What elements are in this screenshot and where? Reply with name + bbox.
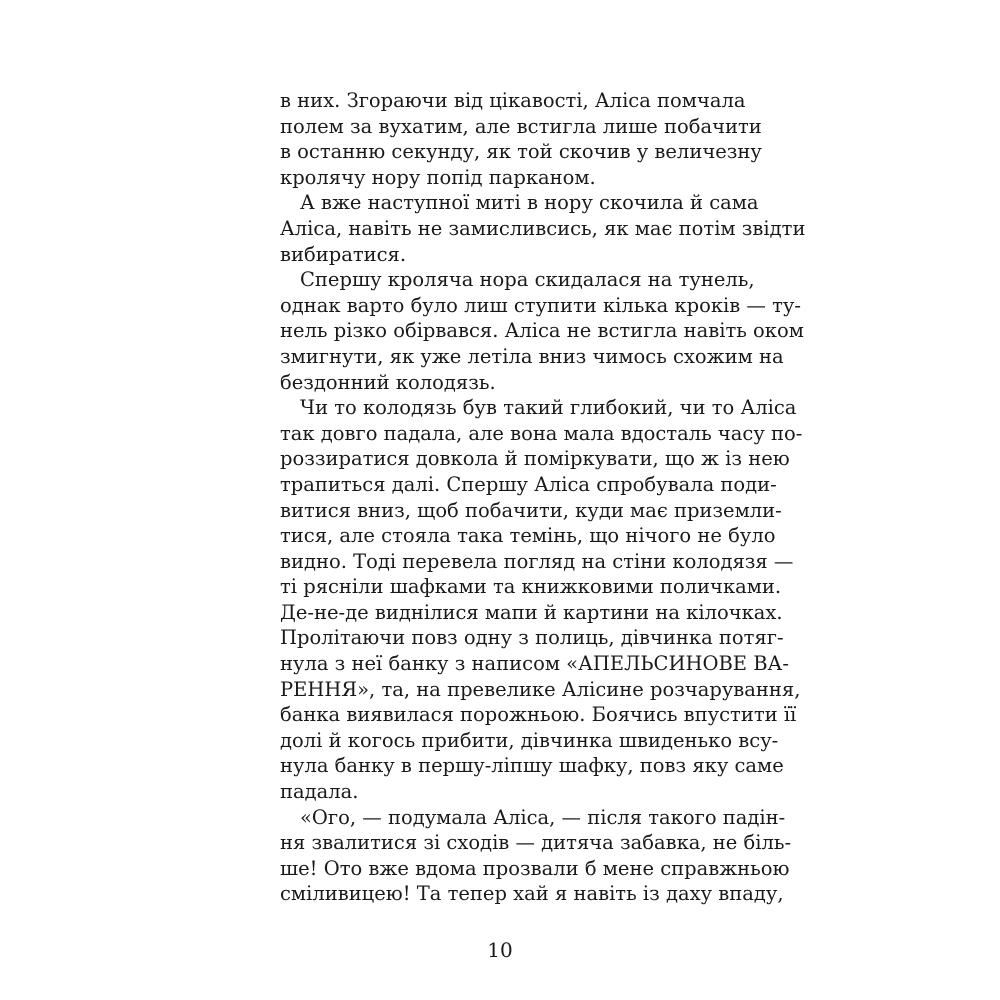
text-line: нула банку в першу-ліпшу шафку, повз яку саме <box>280 754 784 778</box>
text-line: однак варто було лиш ступити кілька кроків — ту- <box>280 293 801 317</box>
text-line: долі й когось прибити, дівчинка швиденько всу- <box>280 728 779 752</box>
text-line: змигнути, як уже летіла вниз чимось схожим на <box>280 344 784 368</box>
text-line: бездонний колодязь. <box>280 370 496 394</box>
text-line: Де-не-де виднілися мапи й картини на кілочках. <box>280 600 783 624</box>
text-line: так довго падала, але вона мала вдосталь часу по- <box>280 421 803 445</box>
page-number: 10 <box>487 938 513 962</box>
paragraph <box>280 267 804 395</box>
text-line: вибиратися. <box>280 242 407 266</box>
text-line: падала. <box>280 780 359 804</box>
paragraph <box>280 805 792 907</box>
text-line: видно. Тоді перевела погляд на стіни колодязя — <box>280 549 794 573</box>
text-line: полем за вухатим, але встигла лише побачити <box>280 114 762 138</box>
text-line: сміливицею! Та тепер хай я навіть із даху впаду, <box>280 882 784 906</box>
paragraph <box>280 88 762 190</box>
text-line: тися, але стояла така темінь, що нічого не було <box>280 524 776 548</box>
body-text <box>280 88 806 907</box>
text-line: А вже наступної миті в нору скочила й сама <box>300 191 759 215</box>
text-line: Спершу кроляча нора скидалася на тунель, <box>300 268 755 292</box>
text-line: «Ого, — подумала Аліса, — після такого падін- <box>300 805 786 829</box>
text-line: в них. Згораючи від цікавості, Аліса помчала <box>280 89 746 112</box>
text-line: роззиратися довкола й поміркувати, що ж із нею <box>280 447 790 471</box>
text-line: нель різко обірвався. Аліса не встигла навіть оком <box>280 319 804 343</box>
text-line: трапиться далі. Спершу Аліса спробувала поди- <box>280 472 777 496</box>
text-line: ше! Ото вже вдома прозвали б мене справжньою <box>280 856 790 880</box>
text-line: ті рясніли шафками та книжковими поличками. <box>280 575 782 599</box>
paragraph <box>280 190 806 267</box>
text-line: витися вниз, щоб побачити, куди має приземли- <box>280 498 782 522</box>
text-line: Аліса, навіть не замисливсись, як має потім звідти <box>280 216 806 240</box>
text-line: РЕННЯ», та, на превелике Алісине розчарування, <box>280 677 801 701</box>
text-line: в останню секунду, як той скочив у величезну <box>280 140 762 164</box>
text-line: кролячу нору попід парканом. <box>280 165 596 189</box>
text-line: ня звалитися зі сходів — дитяча забавка, не біль- <box>280 831 792 855</box>
text-line: нула з неї банку з написом «АПЕЛЬСИНОВЕ ВА- <box>280 652 789 676</box>
text-line: банка виявилася порожньою. Боячись впустити її <box>280 703 797 727</box>
text-line: Пролітаючи повз одну з полиць, дівчинка потяг- <box>280 626 784 650</box>
text-line: Чи то колодязь був такий глибокий, чи то Аліса <box>300 396 797 420</box>
paragraph <box>280 395 803 805</box>
